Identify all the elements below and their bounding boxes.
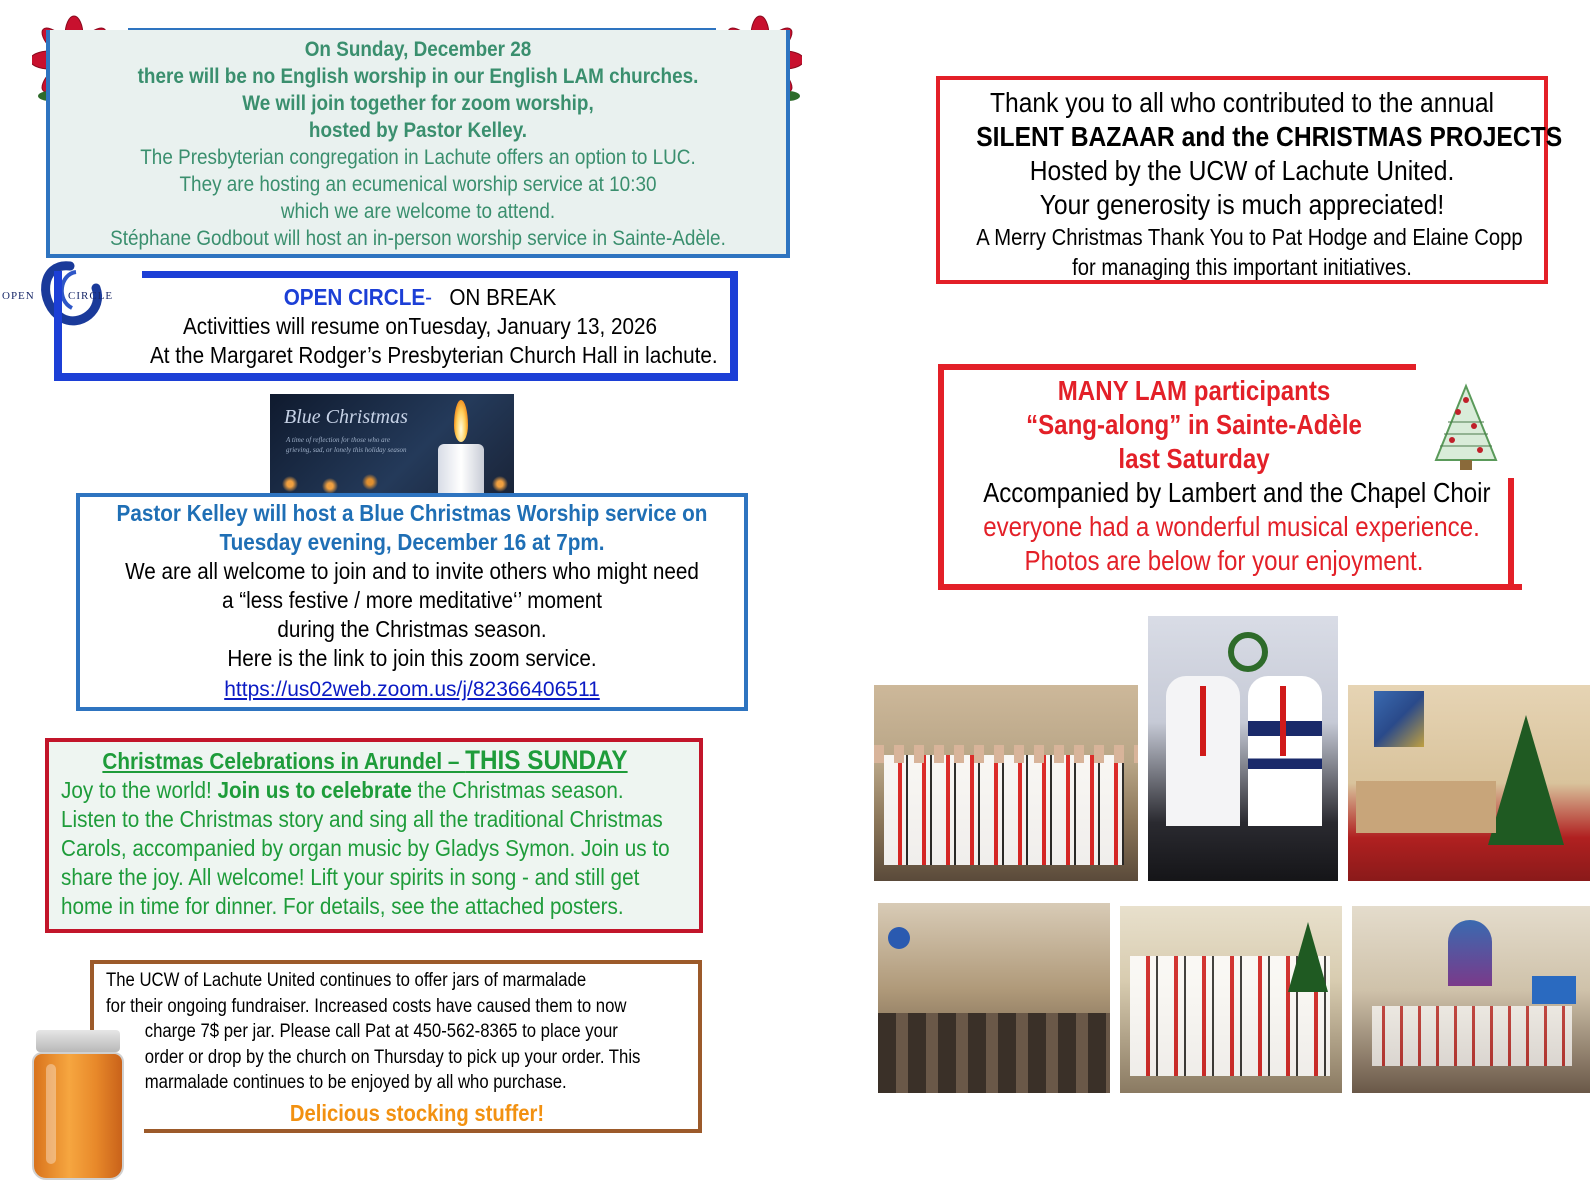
arundel-box [45,738,703,933]
blue-christmas-image-subtitle: grieving, sad, or lonely this holiday season [286,446,407,454]
blue-christmas-box [76,493,748,711]
open-circle-right-border [730,271,738,381]
arundel-line: share the joy. All welcome! Lift your spirits in song - and still get [61,864,640,890]
blue-christmas-line: a “less festive / more meditative‘’ moment [221,587,602,613]
singalong-heading: last Saturday [1118,443,1270,474]
singalong-right-border [1508,478,1514,590]
zoom-link[interactable]: https://us02web.zoom.us/j/82366406511 [224,678,600,701]
blue-christmas-heading: Pastor Kelley will host a Blue Christmas Worship service on [116,500,708,526]
singalong-heading: MANY LAM participants [1057,375,1331,406]
blue-christmas-image-title: Blue Christmas [284,406,408,428]
marmalade-jar-image [28,1030,128,1182]
sanctuary-photo [1348,685,1590,881]
arundel-line: Listen to the Christmas story and sing all the traditional Christmas [61,806,663,832]
blue-christmas-image [270,394,514,494]
worship-notice-line: there will be no English worship in our English LAM churches. [137,65,699,88]
open-circle-resume-line: Activitties will resume onTuesday, January 13, 2026 [182,313,658,339]
worship-notice-line: hosted by Pastor Kelley. [308,119,528,142]
thank-you-line: A Merry Christmas Thank You to Pat Hodge and Elaine Copp [976,224,1523,250]
thank-you-line: Your generosity is much appreciated! [1039,189,1445,220]
choir-photo-1 [874,685,1138,881]
worship-notice-line: which we are welcome to attend. [280,200,556,223]
worship-notice-line: They are hosting an ecumenical worship service at 10:30 [179,173,657,196]
thank-you-line: Hosted by the UCW of Lachute United. [1029,155,1455,186]
thank-you-bold-line: SILENT BAZAAR and the CHRISTMAS PROJECTS [976,121,1563,152]
singalong-line: everyone had a wonderful musical experience. [983,511,1480,542]
arundel-line-bold: Join us to celebrate [217,777,412,803]
worship-notice-box [46,30,790,258]
open-circle-dash: - [425,284,433,310]
choir-photo-3 [1120,906,1342,1093]
arundel-line: Joy to the world! [61,777,218,803]
marmalade-line: marmalade continues to be enjoyed by all who purchase. [144,1072,567,1093]
singalong-line: Accompanied by Lambert and the Chapel Choir [983,477,1491,508]
blue-christmas-line: during the Christmas season. [277,616,547,642]
open-circle-title: OPEN CIRCLE [283,284,426,310]
blue-christmas-line: Here is the link to join this zoom service. [227,645,597,671]
marmalade-line: charge 7$ per jar. Please call Pat at 450-562-8365 to place your [144,1021,618,1042]
singalong-line: Photos are below for your enjoyment. [1024,545,1424,576]
arundel-title: Christmas Celebrations in Arundel – [102,748,466,774]
worship-notice-line: Stéphane Godbout will host an in-person worship service in Sainte-Adèle. [110,227,726,250]
arundel-line: Carols, accompanied by organ music by Gladys Symon. Join us to [61,835,670,861]
open-circle-logo-text-right: CIRCLE [68,290,114,302]
blue-christmas-heading: Tuesday evening, December 16 at 7pm. [219,529,605,555]
marmalade-tagline: Delicious stocking stuffer! [289,1100,545,1126]
arundel-title-emphasis: THIS SUNDAY [465,745,628,775]
choir-photo-4 [1352,906,1590,1093]
open-circle-status: ON BREAK [449,284,557,310]
worship-notice-line: The Presbyterian congregation in Lachute offers an option to LUC. [140,146,696,169]
marmalade-line: for their ongoing fundraiser. Increased costs have caused them to now [106,995,627,1017]
music-tree-icon [1428,382,1504,472]
marmalade-bottom-border [144,1129,702,1133]
marmalade-line: order or drop by the church on Thursday to pick up your order. This [144,1046,641,1068]
singalong-heading: “Sang-along” in Sainte-Adèle [1026,409,1362,440]
open-circle-logo-text-left: OPEN [2,290,35,302]
arundel-line: the Christmas season. [411,777,624,803]
worship-notice-line: On Sunday, December 28 [304,38,532,61]
blue-christmas-image-subtitle: A time of reflection for those who are [286,436,391,444]
arundel-line: home in time for dinner. For details, see the attached posters. [61,893,624,919]
thank-you-box [936,76,1563,284]
singalong-top-border [938,364,1416,370]
duet-photo [1148,616,1338,881]
worship-notice-line: We will join together for zoom worship, [242,92,594,115]
thank-you-line: Thank you to all who contributed to the annual [989,87,1495,118]
open-circle-top-border [142,271,738,278]
blue-christmas-line: We are all welcome to join and to invite others who might need [125,558,699,584]
open-circle-location-line: At the Margaret Rodger’s Presbyterian Church Hall in lachute. [150,342,718,368]
choir-photo-2 [878,903,1110,1093]
marmalade-line: The UCW of Lachute United continues to offer jars of marmalade [106,970,587,991]
flame-icon [454,400,468,442]
thank-you-line: for managing this important initiatives. [1072,254,1412,280]
